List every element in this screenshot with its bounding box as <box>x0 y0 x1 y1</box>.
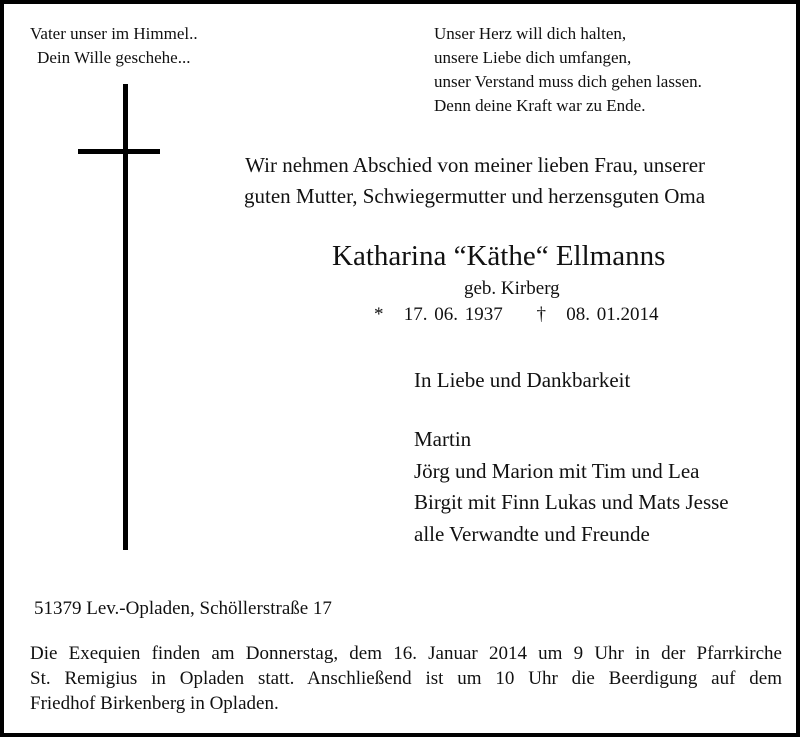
intro-line: guten Mutter, Schwiegermutter und herzensguten Oma <box>244 184 706 208</box>
birth-symbol: * <box>374 304 384 325</box>
birth-name: geb. Kirberg <box>464 278 560 299</box>
funeral-line: St. Remigius in Opladen statt. Anschließend ist um 10 Uhr die Beerdigung auf dem <box>30 668 782 689</box>
intro-line: Wir nehmen Abschied von meiner lieben Frau, unserer <box>245 153 706 177</box>
poem-line: Denn deine Kraft war zu Ende. <box>434 96 646 115</box>
prayer-line: Dein Wille geschehe... <box>37 48 191 67</box>
life-dates <box>374 302 659 328</box>
mourner: Birgit mit Finn Lukas und Mats Jesse <box>414 490 729 514</box>
address: 51379 Lev.-Opladen, Schöllerstraße 17 <box>34 598 332 619</box>
poem-line: unser Verstand muss dich gehen lassen. <box>434 72 702 91</box>
poem-line: Unser Herz will dich halten, <box>434 24 627 43</box>
birth-date: 17. 06. 1937 <box>403 304 503 325</box>
mourner: Martin <box>414 427 472 451</box>
funeral-line: Die Exequien finden am Donnerstag, dem 16. Januar 2014 um 9 Uhr in der Pfarrkirche <box>30 643 782 664</box>
prayer-line: Vater unser im Himmel.. <box>30 24 198 43</box>
funeral-notice <box>30 641 782 716</box>
deceased-name: Katharina “Käthe“ Ellmanns <box>332 240 666 272</box>
mourners-list <box>414 424 729 550</box>
prayer-verse <box>30 22 198 70</box>
farewell-intro <box>244 150 705 212</box>
mourner: Jörg und Marion mit Tim und Lea <box>414 458 700 483</box>
death-symbol: † <box>536 304 546 325</box>
mourner: alle Verwandte und Freunde <box>414 521 650 546</box>
cross-horizontal-bar <box>78 149 160 154</box>
poem-line: unsere Liebe dich umfangen, <box>434 48 632 67</box>
poem-verse <box>434 22 702 118</box>
funeral-line: Friedhof Birkenberg in Opladen. <box>30 693 279 714</box>
death-date: 08. 01.2014 <box>566 304 659 325</box>
love-line: In Liebe und Dankbarkeit <box>414 368 631 392</box>
